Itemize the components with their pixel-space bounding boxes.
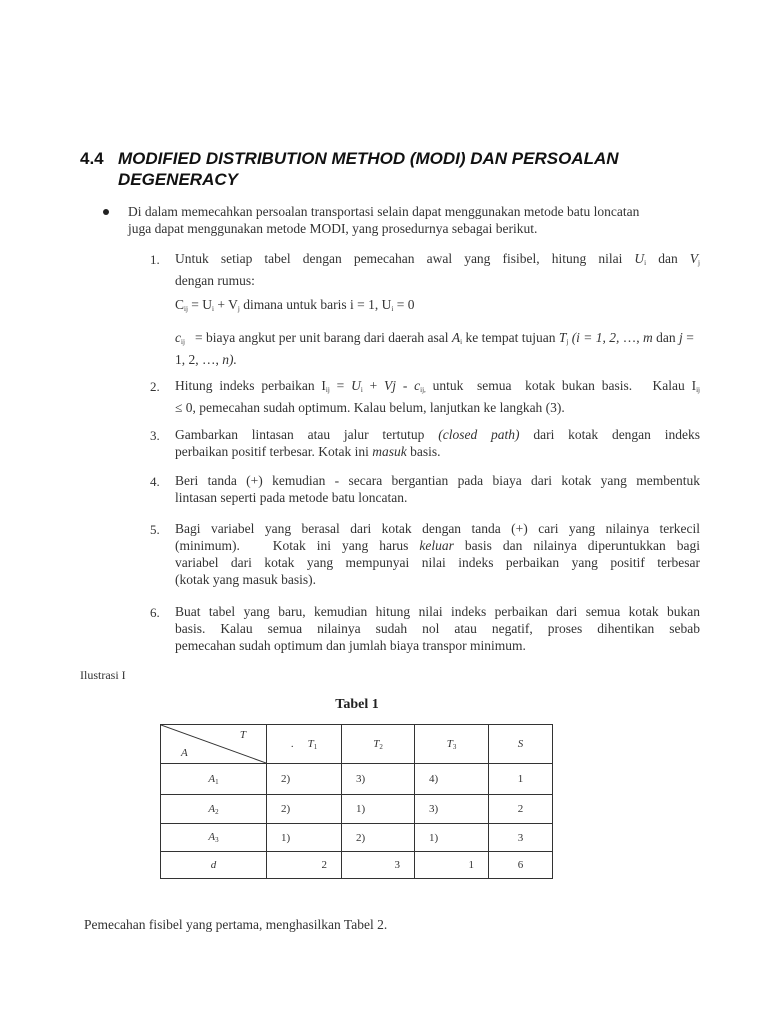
bullet-line1: Di dalam memecahkan persoalan transportasi selain dapat menggunakan metode batu loncatan <box>128 204 640 219</box>
step-5-line4: (kotak yang masuk basis). <box>175 572 316 587</box>
corner-label-t: T <box>239 729 246 741</box>
section-number: 4.4 <box>80 149 104 168</box>
table-demand-row <box>161 852 553 879</box>
table-cell: 1) <box>267 824 342 852</box>
illustration-label: Ilustrasi I <box>80 668 126 682</box>
step-6-number: 6. <box>150 605 160 620</box>
closing-sentence: Pemecahan fisibel yang pertama, menghasilkan Tabel 2. <box>84 917 388 932</box>
step-4-number: 4. <box>150 474 160 489</box>
header-t1: . $T_1$ <box>267 725 342 764</box>
step-3-line1: Gambarkan lintasan atau jalur tertutup (closed path) dari kotak dengan indeks <box>175 427 700 442</box>
table-cell: 3 <box>489 824 553 852</box>
header-s: S <box>489 725 553 764</box>
corner-label-a: A <box>181 747 188 759</box>
table-row <box>161 824 553 852</box>
demand-cell: 6 <box>489 852 553 879</box>
step-2-line1: Hitung indeks perbaikan $I_{ij} = U_i + Vj - c_{ij,}$ untuk semua kotak bukan basis. Kalau $I_{ij}$ <box>175 378 700 394</box>
row-label: $A_3$ <box>161 824 267 852</box>
step-4-line2: lintasan seperti pada metode batu loncatan. <box>175 490 408 505</box>
step-3-number: 3. <box>150 428 160 443</box>
step-6-text <box>175 603 700 654</box>
step-6-line3: pemecahan sudah optimum dan jumlah biaya transpor minimum. <box>175 638 526 653</box>
step-5-line2: (minimum). Kotak ini yang harus keluar basis dan nilainya diperuntukkan bagi <box>175 538 700 553</box>
table-header-row <box>161 725 553 764</box>
row-label: $A_1$ <box>161 764 267 795</box>
step-2-text <box>175 377 700 416</box>
step-3-line2: perbaikan positif terbesar. Kotak ini masuk basis. <box>175 444 441 459</box>
section-title <box>118 148 718 190</box>
demand-cell: 2 <box>267 852 342 879</box>
step-2-line2: ≤ 0, pemecahan sudah optimum. Kalau belum, lanjutkan ke langkah (3). <box>175 400 565 415</box>
step-5-text <box>175 520 700 588</box>
step-1-number: 1. <box>150 252 160 267</box>
table-cell: 2) <box>267 795 342 824</box>
table-cell: 1) <box>342 795 415 824</box>
step-2-number: 2. <box>150 379 160 394</box>
table-cell: 1 <box>489 764 553 795</box>
step-5-line3: variabel dari kotak yang mempunyai nilai indeks perbaikan yang positif terbesar <box>175 555 700 570</box>
step-1-text <box>175 250 700 289</box>
section-title-line1: MODIFIED DISTRIBUTION METHOD (MODI) DAN PERSOALAN <box>118 149 619 168</box>
table-cell: 3) <box>415 795 489 824</box>
formula-cij: $C_{ij} = U_i + V_j$ dimana untuk baris i = 1, $U_i = 0$ <box>175 297 415 313</box>
table-corner-cell <box>161 725 267 764</box>
bullet-paragraph <box>128 203 700 237</box>
bullet-icon <box>103 209 109 215</box>
table-caption: Tabel 1 <box>335 697 379 712</box>
section-title-line2: DEGENERACY <box>118 170 238 189</box>
step-4-line1: Beri tanda (+) kemudian - secara bergantian pada biaya dari kotak yang membentuk <box>175 473 700 488</box>
demand-cell: 1 <box>415 852 489 879</box>
table-cell: 1) <box>415 824 489 852</box>
table-row <box>161 764 553 795</box>
step-5-line1: Bagi variabel yang berasal dari kotak dengan tanda (+) cari yang nilainya terkecil <box>175 521 700 536</box>
table-cell: 4) <box>415 764 489 795</box>
step-6-line1: Buat tabel yang baru, kemudian hitung nilai indeks perbaikan dari semua kotak bukan <box>175 604 700 619</box>
table-cell: 3) <box>342 764 415 795</box>
step-6-line2: basis. Kalau semua nilainya sudah nol atau negatif, proses dihentikan sebab <box>175 621 700 636</box>
step-1-line2: dengan rumus: <box>175 273 255 288</box>
step-5-number: 5. <box>150 522 160 537</box>
step-1-line1: Untuk setiap tabel dengan pemecahan awal yang fisibel, hitung nilai $U_i$ dan $V_j$ <box>175 251 700 267</box>
demand-cell: 3 <box>342 852 415 879</box>
row-label: $A_2$ <box>161 795 267 824</box>
table-cell: 2) <box>342 824 415 852</box>
header-t2: $T_2$ <box>342 725 415 764</box>
bullet-line2: juga dapat menggunakan metode MODI, yang prosedurnya sebagai berikut. <box>128 221 538 236</box>
table-cell: 2) <box>267 764 342 795</box>
demand-label: d <box>161 852 267 879</box>
step-4-text <box>175 472 700 506</box>
header-t3: $T_3$ <box>415 725 489 764</box>
transport-table <box>160 724 553 879</box>
diagonal-line <box>161 725 266 763</box>
table-cell: 2 <box>489 795 553 824</box>
formula-cij-definition: $c_{ij}$ = biaya angkut per unit barang dari daerah asal $A_i$ ke tempat tujuan $T_j$ (i = 1, 2, …, m dan j = 1, 2, …, n). <box>175 330 694 367</box>
step-3-text <box>175 426 700 460</box>
table-row <box>161 795 553 824</box>
